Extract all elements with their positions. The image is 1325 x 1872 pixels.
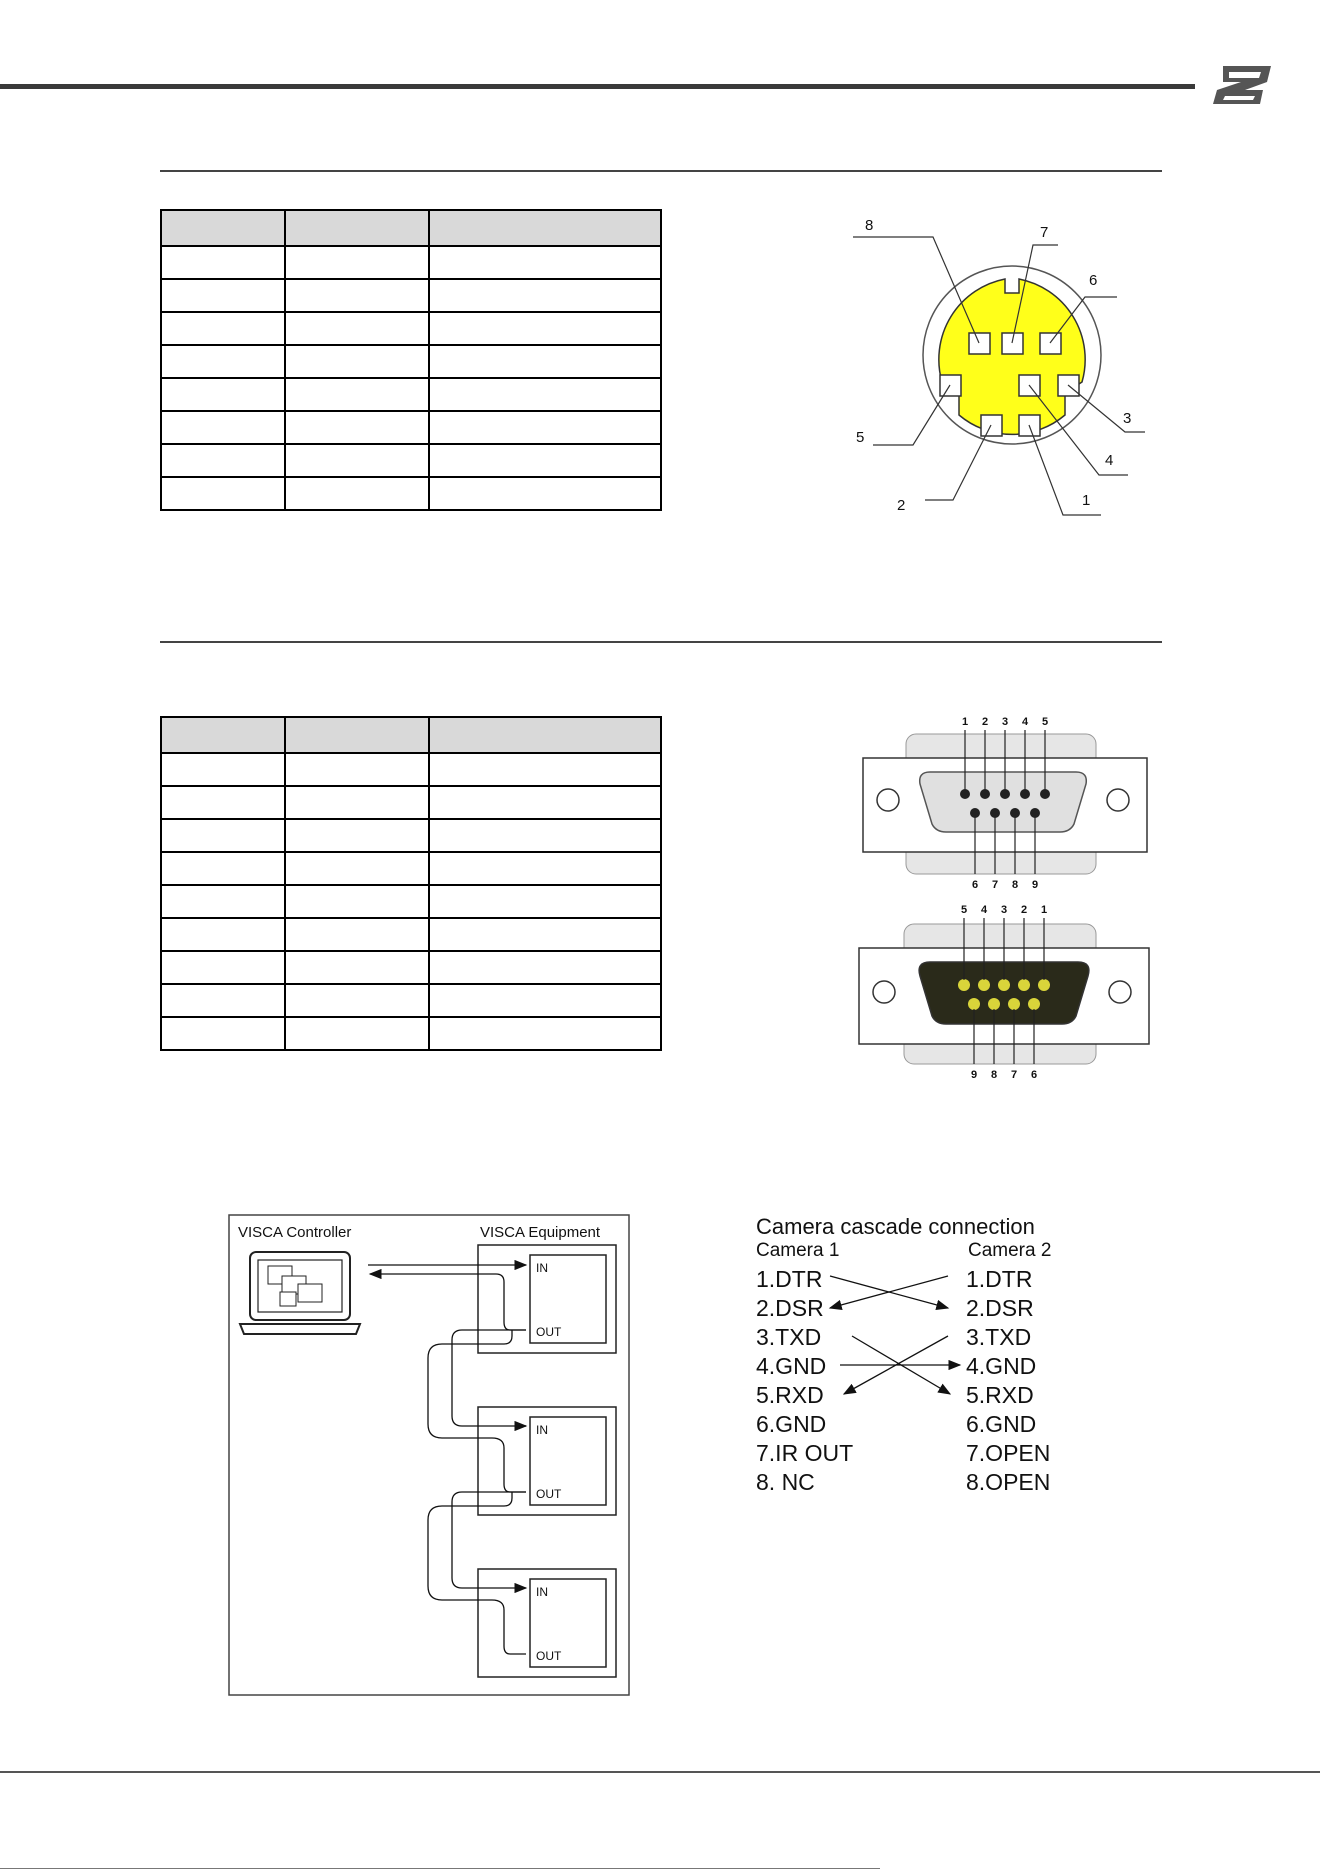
camera1-pin: 6.GND [756,1411,827,1437]
table-header-cell [161,210,285,246]
table-cell [285,951,429,984]
table-cell [285,477,429,510]
db9-female-top-label: 1 [1040,904,1048,916]
in-port-label: IN [536,1423,548,1437]
table-cell [161,753,285,786]
db9-male-top-label: 3 [1001,716,1009,728]
din-label-8: 8 [865,217,874,234]
table-cell [161,951,285,984]
table-cell [285,411,429,444]
db9-male-top-label: 2 [981,716,989,728]
din-label-7: 7 [1040,224,1049,241]
table-header-cell [429,717,661,753]
table-cell [161,918,285,951]
table-row [161,345,661,378]
camera2-pin: 1.DTR [966,1266,1033,1292]
db9-female-diagram [856,900,1152,1084]
in-port-label: IN [536,1585,548,1599]
section-divider-din [160,170,1162,172]
out-port-label: OUT [536,1325,562,1339]
table-cell [285,984,429,1017]
table-cell [429,246,661,279]
table-cell [161,852,285,885]
din-label-6: 6 [1089,272,1098,289]
footer-rule [0,1771,1320,1773]
table-cell [285,345,429,378]
camera1-pin: 4.GND [756,1353,827,1379]
din-pin-6 [1040,333,1061,354]
camera2-pin: 2.DSR [966,1295,1034,1321]
db9-male-top-label: 1 [961,716,969,728]
table-header-cell [285,717,429,753]
table-cell [429,411,661,444]
table-cell [429,984,661,1017]
table-row [161,918,661,951]
table-row [161,753,661,786]
din-pin-8 [969,333,990,354]
in-port-label: IN [536,1261,548,1275]
table-row [161,1017,661,1050]
table-cell [429,918,661,951]
table-row [161,246,661,279]
table-row [161,411,661,444]
din-label-4: 4 [1105,452,1114,469]
table-cell [285,819,429,852]
camera2-pin: 3.TXD [966,1324,1032,1350]
camera1-pin: 8. NC [756,1469,815,1495]
table-header-row [161,210,661,246]
out-port-label: OUT [536,1487,562,1501]
camera2-pin: 6.GND [966,1411,1037,1437]
din-pin-5 [940,375,961,396]
db9-female-top-label: 3 [1000,904,1008,916]
db9-female-bottom-label: 6 [1030,1069,1038,1081]
db9-male-bottom-label: 7 [991,879,999,891]
camera1-pin: 2.DSR [756,1295,824,1321]
table-cell [161,984,285,1017]
db9-female-bottom-label: 8 [990,1069,998,1081]
din-pin-7 [1002,333,1023,354]
din-label-5: 5 [856,429,865,446]
table-cell [285,852,429,885]
table-cell [429,786,661,819]
camera1-label: Camera 1 [756,1240,840,1261]
table-cell [429,312,661,345]
visca-chain-diagram [226,1212,632,1698]
table-cell [161,444,285,477]
visca-equipment-label: VISCA Equipment [480,1224,601,1241]
db9-male-top-label: 4 [1021,716,1029,728]
db9-male-bottom-label: 9 [1031,879,1039,891]
db9-female-top-label: 4 [980,904,988,916]
table-cell [285,246,429,279]
table-cell [161,477,285,510]
table-cell [161,819,285,852]
header-rule [0,84,1195,89]
table-cell [429,1017,661,1050]
table-cell [161,1017,285,1050]
table-cell [429,279,661,312]
table-cell [429,444,661,477]
camera1-pin: 1.DTR [756,1266,823,1292]
camera2-label: Camera 2 [968,1240,1052,1261]
din-pin-2 [981,415,1002,436]
table-header-cell [161,717,285,753]
table-row [161,444,661,477]
cascade-diagram [752,1210,1082,1500]
db9-female-top-label: 5 [960,904,968,916]
db9-female-bottom-label: 7 [1010,1069,1018,1081]
table-cell [285,1017,429,1050]
camera1-pin: 5.RXD [756,1382,824,1408]
din-label-2: 2 [897,497,906,514]
table-row [161,819,661,852]
table-row [161,477,661,510]
din-label-1: 1 [1082,492,1091,509]
table-cell [285,378,429,411]
table-cell [161,885,285,918]
db9-male-bottom-label: 8 [1011,879,1019,891]
db9-male-diagram [860,712,1150,892]
db9-female-bottom-label: 9 [970,1069,978,1081]
table-row [161,279,661,312]
camera2-pin: 4.GND [966,1353,1037,1379]
out-port-label: OUT [536,1649,562,1663]
table-cell [161,246,285,279]
table-header-row [161,717,661,753]
table-cell [429,951,661,984]
table-row [161,984,661,1017]
table-cell [161,378,285,411]
visca-controller-label: VISCA Controller [238,1224,352,1241]
din-connector-diagram [845,215,1155,520]
table-header-cell [285,210,429,246]
table-cell [429,819,661,852]
table-cell [161,786,285,819]
camera2-pin: 7.OPEN [966,1440,1051,1466]
table-cell [285,279,429,312]
table-cell [429,885,661,918]
table-cell [161,279,285,312]
table-row [161,951,661,984]
table-cell [429,753,661,786]
table-row [161,885,661,918]
db9-female-top-label: 2 [1020,904,1028,916]
section-divider-rs232 [160,641,1162,643]
table-cell [429,378,661,411]
camera1-pin: 7.IR OUT [756,1440,854,1466]
table-cell [285,918,429,951]
table-cell [285,885,429,918]
brand-logo-icon [1205,60,1277,112]
din-label-3: 3 [1123,410,1132,427]
table-cell [429,477,661,510]
cascade-title: Camera cascade connection [756,1214,1035,1239]
table-cell [161,411,285,444]
rs232-pin-table [160,716,662,1051]
camera1-pin: 3.TXD [756,1324,822,1350]
table-header-cell [429,210,661,246]
table-cell [161,345,285,378]
table-cell [285,753,429,786]
table-cell [285,786,429,819]
table-row [161,786,661,819]
camera2-pin: 5.RXD [966,1382,1034,1408]
din-pin-table [160,209,662,511]
table-row [161,312,661,345]
table-row [161,378,661,411]
table-cell [285,312,429,345]
table-cell [161,312,285,345]
footer-rule-bottom [0,1868,880,1869]
db9-male-top-label: 5 [1041,716,1049,728]
table-row [161,852,661,885]
camera2-pin: 8.OPEN [966,1469,1051,1495]
table-cell [285,444,429,477]
table-cell [429,852,661,885]
table-cell [429,345,661,378]
db9-male-bottom-label: 6 [971,879,979,891]
